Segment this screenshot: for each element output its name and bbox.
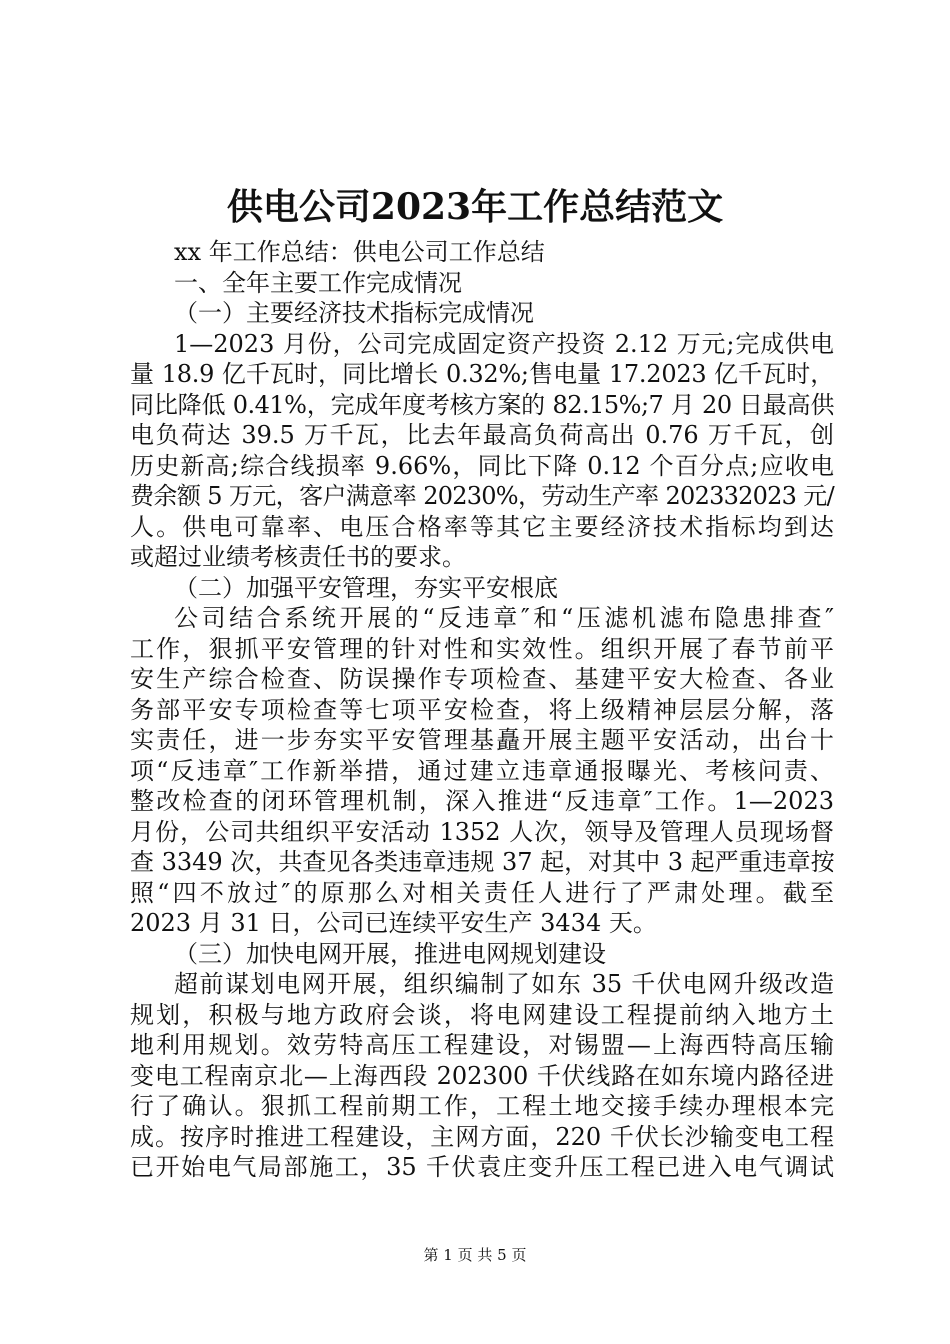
text-line: 电负荷达 39.5 万千瓦，比去年最高负荷高出 0.76 万千瓦，创 bbox=[130, 421, 834, 449]
text-line: 行了确认。狠抓工程前期工作，工程土地交接手续办理根本完 bbox=[130, 1092, 834, 1120]
text-line: 超前谋划电网开展，组织编制了如东 35 千伏电网升级改造 bbox=[174, 970, 834, 998]
document-body bbox=[130, 237, 834, 1183]
text-line: 2023 月 31 日，公司已连续平安生产 3434 天。 bbox=[130, 909, 657, 937]
text-line: 公司结合系统开展的“反违章″和“压滤机滤布隐患排查″ bbox=[174, 604, 834, 632]
text-line: 量 18.9 亿千瓦时，同比增长 0.32%;售电量 17.2023 亿千瓦时， bbox=[130, 360, 834, 388]
text-line: （三）加快电网开展，推进电网规划建设 bbox=[174, 939, 606, 968]
text-line: 工作，狠抓平安管理的针对性和实效性。组织开展了春节前平 bbox=[130, 634, 834, 663]
text-line: （一）主要经济技术指标完成情况 bbox=[174, 299, 534, 327]
text-line: xx 年工作总结：供电公司工作总结 bbox=[174, 238, 545, 266]
text-line: 照“四不放过″的原那么对相关责任人进行了严肃处理。截至 bbox=[130, 878, 834, 907]
text-line: 务部平安专项检查等七项平安检查，将上级精神层层分解，落 bbox=[130, 695, 834, 724]
page-footer: 第 1 页 共 5 页 bbox=[423, 1246, 527, 1264]
text-line: 同比降低 0.41%，完成年度考核方案的 82.15%;7 月 20 日最高供 bbox=[130, 390, 834, 419]
text-line: 变电工程南京北—上海西段 202300 千伏线路在如东境内路径进 bbox=[130, 1061, 834, 1090]
text-line: 规划，积极与地方政府会谈，将电网建设工程提前纳入地方土 bbox=[130, 1000, 834, 1029]
text-line: （二）加强平安管理，夯实平安根底 bbox=[174, 573, 558, 602]
text-line: 项“反违章″工作新举措，通过建立违章通报曝光、考核问责、 bbox=[130, 756, 834, 785]
text-line: 或超过业绩考核责任书的要求。 bbox=[130, 543, 466, 571]
text-line: 地利用规划。效劳特高压工程建设，对锡盟—上海西特高压输 bbox=[130, 1031, 834, 1059]
document-title: 供电公司2023年工作总结范文 bbox=[226, 186, 724, 228]
text-line: 成。按序时推进工程建设，主网方面，220 千伏长沙输变电工程 bbox=[130, 1122, 834, 1151]
text-line: 查 3349 次，共查见各类违章违规 37 起，对其中 3 起严重违章按 bbox=[130, 848, 835, 876]
text-line: 1—2023 月份，公司完成固定资产投资 2.12 万元;完成供电 bbox=[174, 329, 834, 358]
text-line: 月份，公司共组织平安活动 1352 人次，领导及管理人员现场督 bbox=[130, 817, 834, 846]
text-line: 人。供电可靠率、电压合格率等其它主要经济技术指标均到达 bbox=[130, 512, 834, 541]
text-line: 一、全年主要工作完成情况 bbox=[174, 268, 462, 297]
text-line: 已开始电气局部施工，35 千伏袁庄变升压工程已进入电气调试 bbox=[130, 1153, 834, 1181]
text-line: 历史新高;综合线损率 9.66%，同比下降 0.12 个百分点;应收电 bbox=[130, 451, 834, 480]
text-line: 费余额 5 万元，客户满意率 20230%，劳动生产率 202332023 元/ bbox=[130, 482, 834, 510]
text-line: 实责任，进一步夯实平安管理基矗开展主题平安活动，出台十 bbox=[130, 726, 834, 754]
text-line: 安生产综合检查、防误操作专项检查、基建平安大检查、各业 bbox=[130, 665, 834, 693]
text-line: 整改检查的闭环管理机制，深入推进“反违章″工作。1—2023 bbox=[130, 787, 834, 815]
